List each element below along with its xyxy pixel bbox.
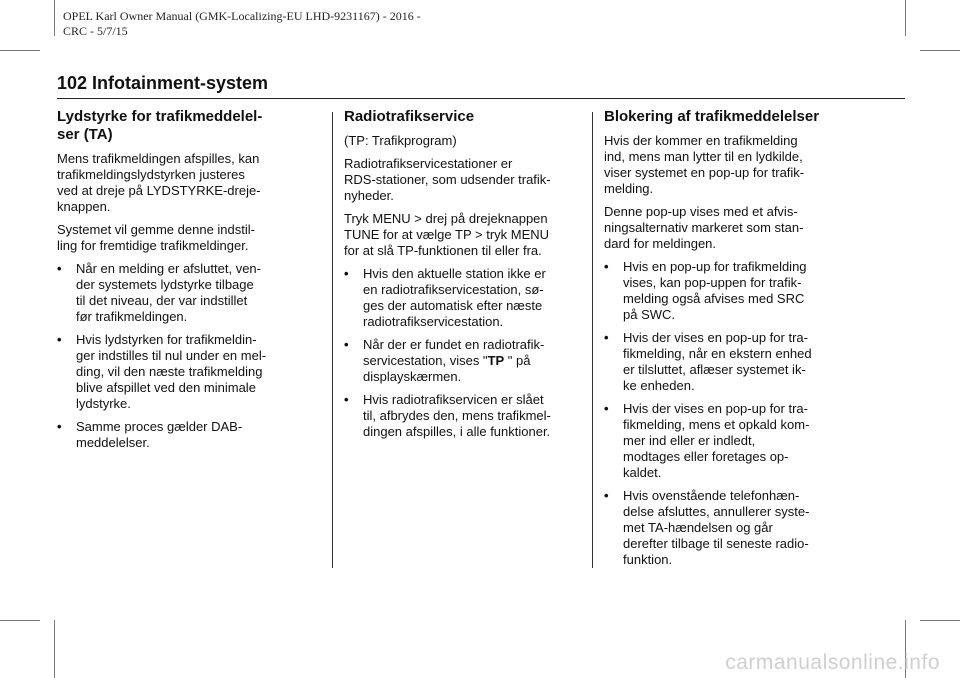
paragraph: Denne pop-up vises med et afvis- ningsalternativ markeret som stan- dard for meldingen. — [604, 204, 804, 251]
list-item — [57, 261, 319, 325]
bullet-icon: • — [604, 401, 609, 416]
list-item — [57, 332, 319, 412]
column-traffic-blocking — [604, 108, 844, 575]
column-divider — [592, 112, 593, 568]
bullet-icon: • — [604, 488, 609, 503]
crop-mark — [54, 620, 55, 678]
column-ta-volume — [57, 108, 319, 458]
list-item — [604, 488, 844, 568]
list-item-text: Hvis den aktuelle station ikke er en radiotrafikservicestation, sø- ges der automatisk efter næste radiotrafikservicestation. — [363, 266, 546, 329]
section-heading: Lydstyrke for trafikmeddelel- ser (TA) — [57, 108, 263, 143]
header-line: CRC - 5/7/15 — [63, 24, 128, 38]
list-item-text: Samme proces gælder DAB- meddelelser. — [76, 419, 243, 450]
bullet-icon: • — [57, 261, 62, 276]
tp-indicator-text: TP — [487, 353, 505, 368]
paragraph: Hvis der kommer en trafikmelding ind, mens man lytter til en lydkilde, viser systemet en pop-up for trafik- melding. — [604, 133, 805, 196]
crop-mark — [54, 0, 55, 36]
page-title: 102 Infotainment-system — [57, 73, 269, 93]
watermark: carmanualsonline.info — [725, 651, 940, 674]
crop-mark — [0, 620, 40, 621]
list-item — [57, 419, 319, 451]
bullet-icon: • — [344, 392, 349, 407]
bullet-icon: • — [344, 266, 349, 281]
paragraph: Radiotrafikservicestationer er RDS-stationer, som udsender trafik- nyheder. — [344, 156, 551, 203]
list-item-text — [363, 337, 544, 384]
crop-mark — [905, 0, 906, 36]
list-item-text: Hvis lydstyrken for trafikmeldin- ger indstilles til nul under en mel- ding, vil den næste trafikmelding blive afspillet ved den minimale lydstyrke. — [76, 332, 267, 411]
list-item — [344, 392, 580, 440]
header-line: OPEL Karl Owner Manual (GMK-Localizing-EU LHD-9231167) - 2016 - — [63, 9, 421, 23]
crop-mark — [0, 50, 40, 51]
section-heading: Radiotrafikservice — [344, 108, 475, 125]
list-item-text-part: " på displayskærmen. — [363, 353, 531, 384]
list-item — [604, 401, 844, 481]
list-item-text: Når en melding er afsluttet, ven- der systemets lydstyrke tilbage til det niveau, der var indstillet før trafikmeldingen. — [76, 261, 261, 324]
list-item — [604, 259, 844, 323]
section-heading: Blokering af trafikmeddelelser — [604, 108, 820, 125]
paragraph: Tryk MENU > drej på drejeknappen TUNE for at vælge TP > tryk MENU for at slå TP-funktionen til eller fra. — [344, 211, 550, 258]
bullet-icon: • — [604, 330, 609, 345]
bullet-icon: • — [57, 332, 62, 347]
list-item-text-part: Når der er fundet en radiotrafik- servicestation, vises " — [363, 337, 545, 368]
list-item-text: Hvis ovenstående telefonhæn- delse afsluttes, annullerer syste- met TA-hændelsen og går derefter tilbage til seneste radio- funktion. — [623, 488, 810, 567]
document-header — [63, 9, 421, 39]
column-divider — [332, 112, 333, 568]
paragraph: Systemet vil gemme denne indstil- ling for fremtidige trafikmeldinger. — [57, 222, 255, 253]
paragraph: (TP: Trafikprogram) — [344, 133, 457, 148]
crop-mark — [920, 620, 960, 621]
bullet-icon: • — [344, 337, 349, 352]
column-radio-traffic-service — [344, 108, 580, 447]
list-item-text: Hvis radiotrafikservicen er slået til, afbrydes den, mens trafikmel- dingen afspilles, i alle funktioner. — [363, 392, 551, 439]
list-item-text: Hvis der vises en pop-up for tra- fikmelding, når en ekstern enhed er tilsluttet, aflæser systemet ik- ke enheden. — [623, 330, 812, 393]
list-item — [604, 330, 844, 394]
title-rule — [57, 98, 905, 99]
list-item — [344, 266, 580, 330]
bullet-icon: • — [57, 419, 62, 434]
paragraph: Mens trafikmeldingen afspilles, kan trafikmeldingslydstyrken justeres ved at dreje på LYDSTYRKE-dreje- knappen. — [57, 151, 261, 214]
crop-mark — [920, 50, 960, 51]
list-item — [344, 337, 580, 385]
list-item-text: Hvis der vises en pop-up for tra- fikmelding, mens et opkald kom- mer ind eller er indledt, modtages eller foretages op- kaldet. — [623, 401, 810, 480]
bullet-icon: • — [604, 259, 609, 274]
list-item-text: Hvis en pop-up for trafikmelding vises, kan pop-uppen for trafik- melding også afvises med SRC på SWC. — [623, 259, 807, 322]
